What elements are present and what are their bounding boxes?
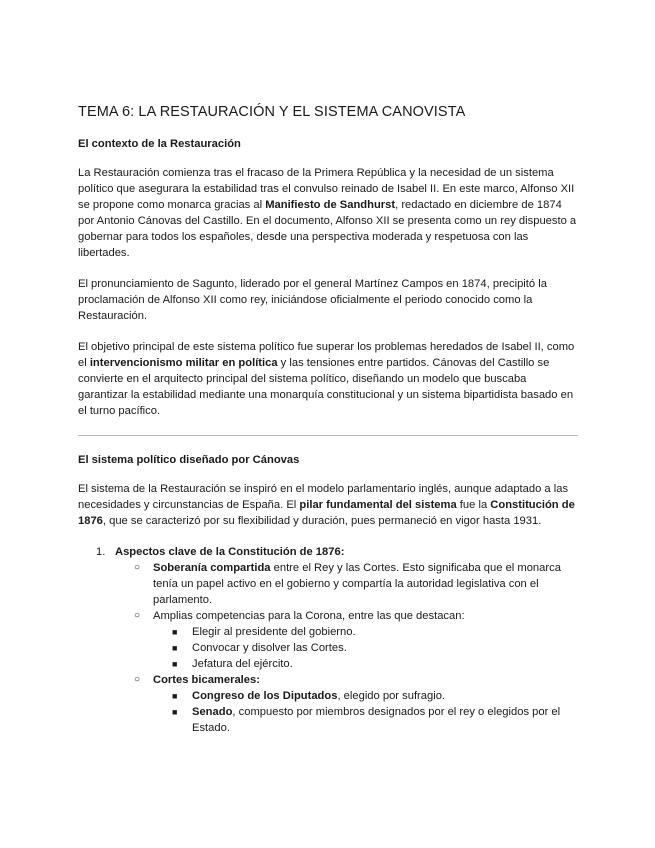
nested-list-item: ■ Convocar y disolver las Cortes. <box>172 642 347 654</box>
circle-bullet-icon: ○ <box>134 562 141 573</box>
bold-intervencionismo: intervencionismo militar en política <box>89 357 278 369</box>
list-item-title: Aspectos clave de la Constitución de 1876: <box>115 546 345 558</box>
nested-list-item: ■ Congreso de los Diputados, elegido por sufragio. <box>172 690 446 702</box>
square-bullet-icon: ■ <box>172 659 178 669</box>
square-bullet-icon: ■ <box>172 643 178 653</box>
nested-list <box>153 688 578 736</box>
square-bullet-icon: ■ <box>172 707 178 717</box>
sub-list-item: ○ Cortes bicamerales: ■ Congreso de los Diputados, elegido por sufragio. ■ Senado, compuesto por miembros designados por el rey o elegidos por el Estado. <box>115 672 578 736</box>
square-bullet-icon: ■ <box>172 627 178 637</box>
document-body <box>78 104 578 736</box>
bold-pilar: pilar fundamental del sistema <box>299 499 457 511</box>
nested-list <box>153 624 578 672</box>
paragraph-sistema-1: El sistema de la Restauración se inspiró en el modelo parlamentario inglés, aunque adaptado a las necesidades y circunstancias de España. El pilar fundamental del sistema fue la Constitución de 1876, que se caracterizó por su flexibilidad y duración, pues permaneció en vigor hasta 1931. <box>78 483 575 527</box>
nested-list-item: ■ Senado, compuesto por miembros designados por el rey o elegidos por el Estado. <box>172 706 561 734</box>
nested-list-item: ■ Elegir al presidente del gobierno. <box>172 626 356 638</box>
square-bullet-icon: ■ <box>172 691 178 701</box>
document-title: TEMA 6: LA RESTAURACIÓN Y EL SISTEMA CANOVISTA <box>78 104 466 120</box>
numbered-list <box>78 544 578 736</box>
section-divider <box>78 435 578 436</box>
circle-bullet-icon: ○ <box>134 674 141 685</box>
bold-constitucion: Constitución de 1876 <box>78 499 575 527</box>
paragraph-context-1: La Restauración comienza tras el fracaso de la Primera República y la necesidad de un sistema político que asegurara la estabilidad tras el convulso reinado de Isabel II. En este marco, Alfonso XII se propone como monarca gracias al Manifiesto de Sandhurst, redactado en diciembre de 1874 por Antonio Cánovas del Castillo. En el documento, Alfonso XII se presenta como un rey dispuesto a gobernar para todos los españoles, desde una perspectiva moderada y respetuosa con las libertades. <box>78 167 577 259</box>
sub-list-item: ○ Soberanía compartida entre el Rey y las Cortes. Esto significaba que el monarca tenía un papel activo en el gobierno y compartía la autoridad legislativa con el parlamento. <box>134 562 561 606</box>
sub-list-item: ○ Amplias competencias para la Corona, entre las que destacan: ■ Elegir al presidente del gobierno. ■ Convocar y disolver las Cortes. ■ Jefatura del ejército. <box>115 608 578 672</box>
circle-bullet-icon: ○ <box>134 610 141 621</box>
section-heading-context: El contexto de la Restauración <box>78 138 241 150</box>
bold-manifiesto: Manifiesto de Sandhurst <box>265 199 396 211</box>
list-number: 1. <box>96 546 106 558</box>
sub-list <box>115 560 578 736</box>
nested-list-item: ■ Jefatura del ejército. <box>172 658 293 670</box>
section-heading-sistema: El sistema político diseñado por Cánovas <box>78 454 300 466</box>
list-item <box>78 544 578 736</box>
paragraph-context-2: El pronunciamiento de Sagunto, liderado por el general Martínez Campos en 1874, precipitó la proclamación de Alfonso XII como rey, iniciándose oficialmente el periodo conocido como la Restauración. <box>78 278 547 322</box>
paragraph-context-3: El objetivo principal de este sistema político fue superar los problemas heredados de Isabel II, como el intervencionismo militar en política y las tensiones entre partidos. Cánovas del Castillo se convierte en el arquitecto principal del sistema político, diseñando un modelo que buscaba garantizar la estabilidad mediante una monarquía constitucional y un sistema bipartidista basado en el turno pacífico. <box>78 341 575 417</box>
